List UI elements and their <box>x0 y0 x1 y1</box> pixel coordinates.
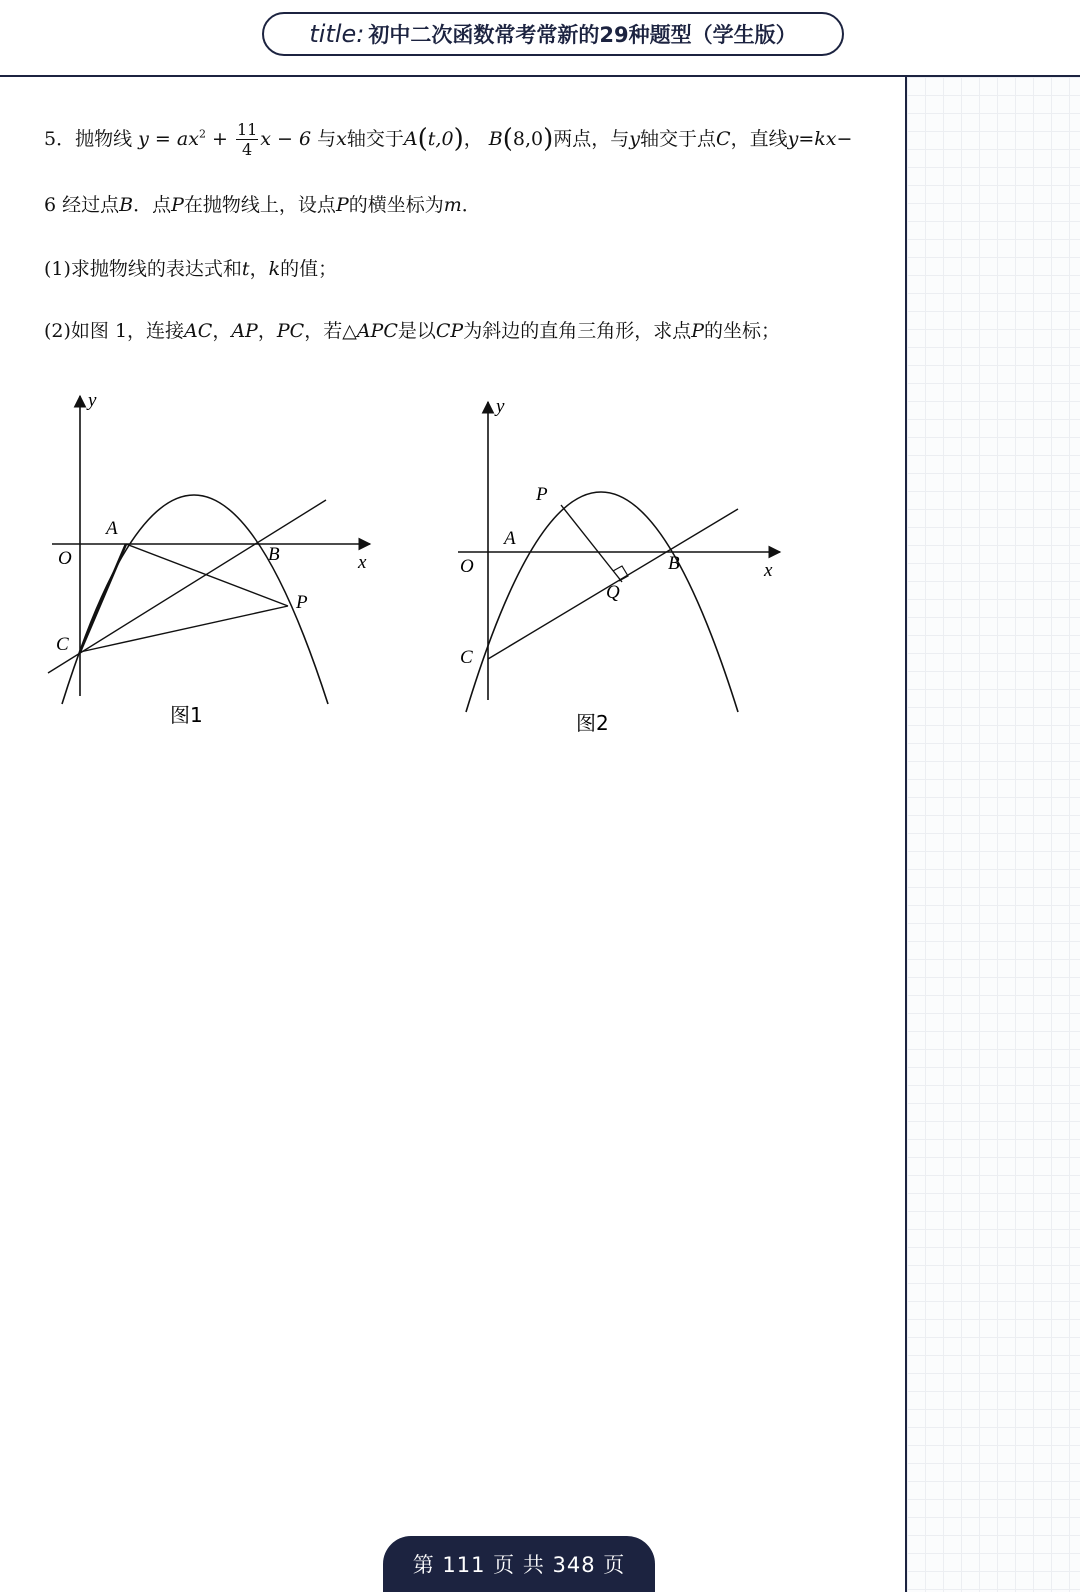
label-p: P <box>296 592 308 613</box>
text: 是以 <box>397 320 436 342</box>
text: ， <box>249 258 269 280</box>
point-label: P <box>335 194 349 216</box>
var: t <box>241 258 250 280</box>
var: x <box>336 128 347 150</box>
paren: ) <box>543 124 554 154</box>
point-label: C <box>716 128 731 150</box>
label-y: y <box>88 390 97 411</box>
text: 在抛物线上，设点 <box>183 194 336 216</box>
problem-line-1 <box>44 122 852 158</box>
eq-plus: + <box>205 128 234 150</box>
figure-1-svg <box>40 386 390 746</box>
paren: ( <box>417 124 428 154</box>
eq-tail: x − 6 <box>260 128 312 150</box>
paren: ( <box>502 124 513 154</box>
text: ．点 <box>133 194 172 216</box>
coords: t,0 <box>427 128 454 150</box>
parabola <box>466 492 738 712</box>
document-title <box>262 12 844 56</box>
label-a: A <box>106 518 118 539</box>
page-header <box>0 0 1080 76</box>
figure-1-caption: 图1 <box>170 703 203 727</box>
line-equation: y=kx− <box>787 128 853 150</box>
problem-number: 5． <box>44 128 76 150</box>
var: k <box>268 258 281 280</box>
text: ， <box>212 320 232 342</box>
line-bc <box>48 500 326 673</box>
fraction <box>236 122 258 158</box>
segment: PC <box>276 320 305 342</box>
point-label: P <box>691 320 705 342</box>
text: 6 经过点 <box>44 194 120 216</box>
label-o: O <box>58 548 72 569</box>
figure-2-svg <box>448 392 798 752</box>
problem-line-2 <box>44 190 481 217</box>
text: 的值； <box>280 258 338 280</box>
point-label: P <box>171 194 184 216</box>
page-number-text: 第 111 页 共 348 页 <box>412 1553 626 1577</box>
point-label: A <box>403 128 418 150</box>
label-x: x <box>358 552 367 573</box>
text: 轴交于点 <box>640 128 717 150</box>
text: 的坐标； <box>704 320 781 342</box>
figure-2-caption: 图2 <box>576 711 609 735</box>
segment: AP <box>231 320 258 342</box>
text: ， <box>257 320 277 342</box>
text: 抛物线 <box>75 128 133 150</box>
figure-2 <box>448 392 798 752</box>
label-c: C <box>460 647 473 668</box>
fraction-denominator: 4 <box>242 140 253 159</box>
text: 两点，与 <box>553 128 630 150</box>
text: 轴交于 <box>346 128 404 150</box>
segment: CP <box>435 320 464 342</box>
var: m <box>443 194 462 216</box>
segment-ac <box>80 544 126 652</box>
label-o: O <box>460 556 474 577</box>
label-a: A <box>504 528 516 549</box>
label-b: B <box>668 553 680 574</box>
text: ，直线 <box>730 128 788 150</box>
label-b: B <box>268 544 280 565</box>
eq-mid: = ax <box>148 128 199 150</box>
coords: 8,0 <box>512 128 544 150</box>
page-number-badge <box>383 1536 655 1592</box>
segment-pc <box>80 606 288 652</box>
figure-1 <box>40 386 390 746</box>
segment: AC <box>184 320 213 342</box>
eq-sup: 2 <box>198 127 206 141</box>
text: ，若△ <box>304 320 357 342</box>
text: 与 <box>317 128 337 150</box>
point-label: B <box>119 194 134 216</box>
var: y <box>629 128 641 150</box>
note-grid-panel <box>907 77 1080 1592</box>
label-x: x <box>764 560 773 581</box>
point-label: B <box>488 128 503 150</box>
label-c: C <box>56 634 69 655</box>
text: 为斜边的直角三角形，求点 <box>463 320 692 342</box>
text: (1)求抛物线的表达式和 <box>44 258 242 280</box>
text: ． <box>461 194 481 216</box>
paren: ) <box>453 124 464 154</box>
eq-var: y <box>138 128 149 150</box>
text: ， <box>463 128 483 150</box>
label-q: Q <box>606 582 620 603</box>
label-y: y <box>496 396 505 417</box>
part-2 <box>44 316 780 343</box>
title-text: 初中二次函数常考常新的29种题型（学生版） <box>368 23 797 47</box>
title-prefix: title: <box>309 20 365 48</box>
part-1 <box>44 254 337 281</box>
label-p: P <box>536 484 548 505</box>
text: (2)如图 1，连接 <box>44 320 185 342</box>
fraction-numerator: 11 <box>236 120 258 139</box>
text: 的横坐标为 <box>348 194 444 216</box>
triangle: APC <box>356 320 398 342</box>
